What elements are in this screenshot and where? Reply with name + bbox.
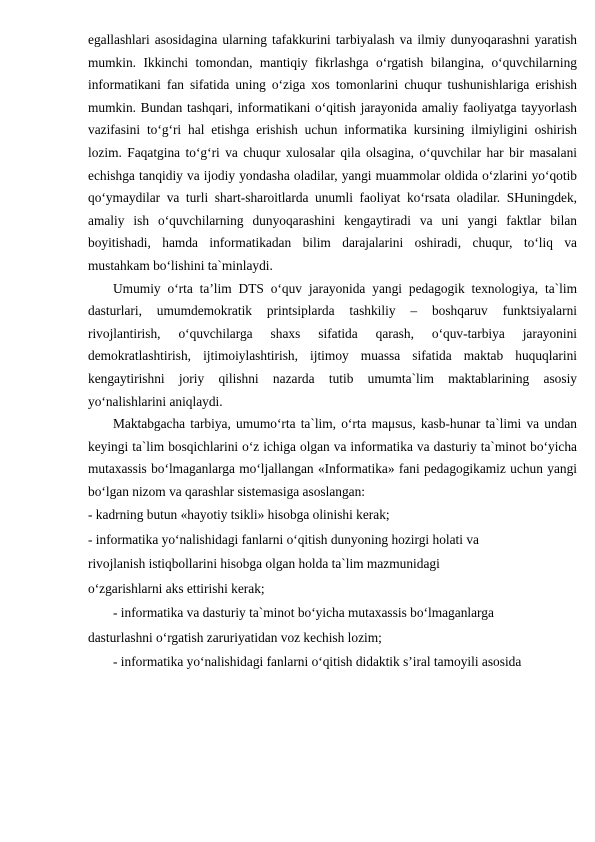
document-page — [88, 29, 577, 675]
paragraph-3: Maktabgacha tarbiya, umumo‘rta ta`lim, o‘rta maμsus, kasb-hunar ta`limi va undan keyingi ta`lim bosqichlarini o‘z ichiga olgan va informatika va dasturiy ta`minot bo‘yicha mutaxassis bo‘lmaganlarga mo‘ljallangan «Informatika» fani pedagogikamiz uchun yangi bo‘lgan nizom va qarashlar sistemasiga asoslangan: — [88, 416, 577, 499]
list-item-4: - informatika yo‘nalishidagi fanlarni o‘qitish didaktik s’iral tamoyili asosida — [113, 654, 522, 670]
list-item-1: - kadrning butun «hayotiy tsikli» hisobga olinishi kerak; — [88, 507, 390, 523]
list-item-3: - informatika va dasturiy ta`minot bo‘yicha mutaxassis bo‘lmaganlarga dasturlashni o‘rgatish zaruriyatidan voz kechish lozim; — [88, 605, 494, 645]
list-item-2: - informatika yo‘nalishidagi fanlarni o‘qitish dunyoning hozirgi holati va rivojlanish istiqbollarini hisobga olgan holda ta`lim mazmunidagi o‘zgarishlarni aks ettirishi kerak; — [88, 531, 479, 596]
paragraph-2: Umumiy o‘rta ta’lim DTS o‘quv jarayonida yangi pedagogik texnologiya, ta`lim dasturlari, umumdemokratik printsiplarda tashkiliy – boshqaruv funktsiyalarni rivojlantirish, o‘quvchilarga shaxs sifatida qarash, o‘quv-tarbiya jarayonini demokratlashtirish, ijtimoiylashtirish, ijtimoy muassa sifatida maktab huquqlarini kengaytirishni joriy qilishni nazarda tutib umumta`lim maktablarining asosiy yo‘nalishlarini aniqlaydi. — [88, 280, 577, 409]
paragraph-1: egallashlari asosidagina ularning tafakkurini tarbiyalash va ilmiy dunyoqarashni yaratish mumkin. Ikkinchi tomondan, mantiqiy fikrlashga o‘rgatish bilangina, o‘quvchilarning informatikani fan sifatida uning o‘ziga xos tomonlarini chuqur tushunishlariga erishish mumkin. Bundan tashqari, informatikani o‘qitish jarayonida amaliy faoliyatga tayyorlash vazifasini to‘g‘ri hal etishga erishish uchun informatika kursining ilmiyligini oshirish lozim. Faqatgina to‘g‘ri va chuqur xulosalar qila olsagina, o‘quvchilar har bir masalani echishga tanqidiy va ijodiy yondasha oladilar, yangi muammolar oldida o‘zlarini yo‘qotib qo‘ymaydilar va turli shart-sharoitlarda unumli faoliyat ko‘rsata oladilar. SHuningdek, amaliy ish o‘quvchilarning dunyoqarashini kengaytiradi va uni yangi faktlar bilan boyitishadi, hamda informatikadan bilim darajalarini oshiradi, chuqur, to‘liq va mustahkam bo‘lishini ta`minlaydi. — [88, 32, 577, 273]
